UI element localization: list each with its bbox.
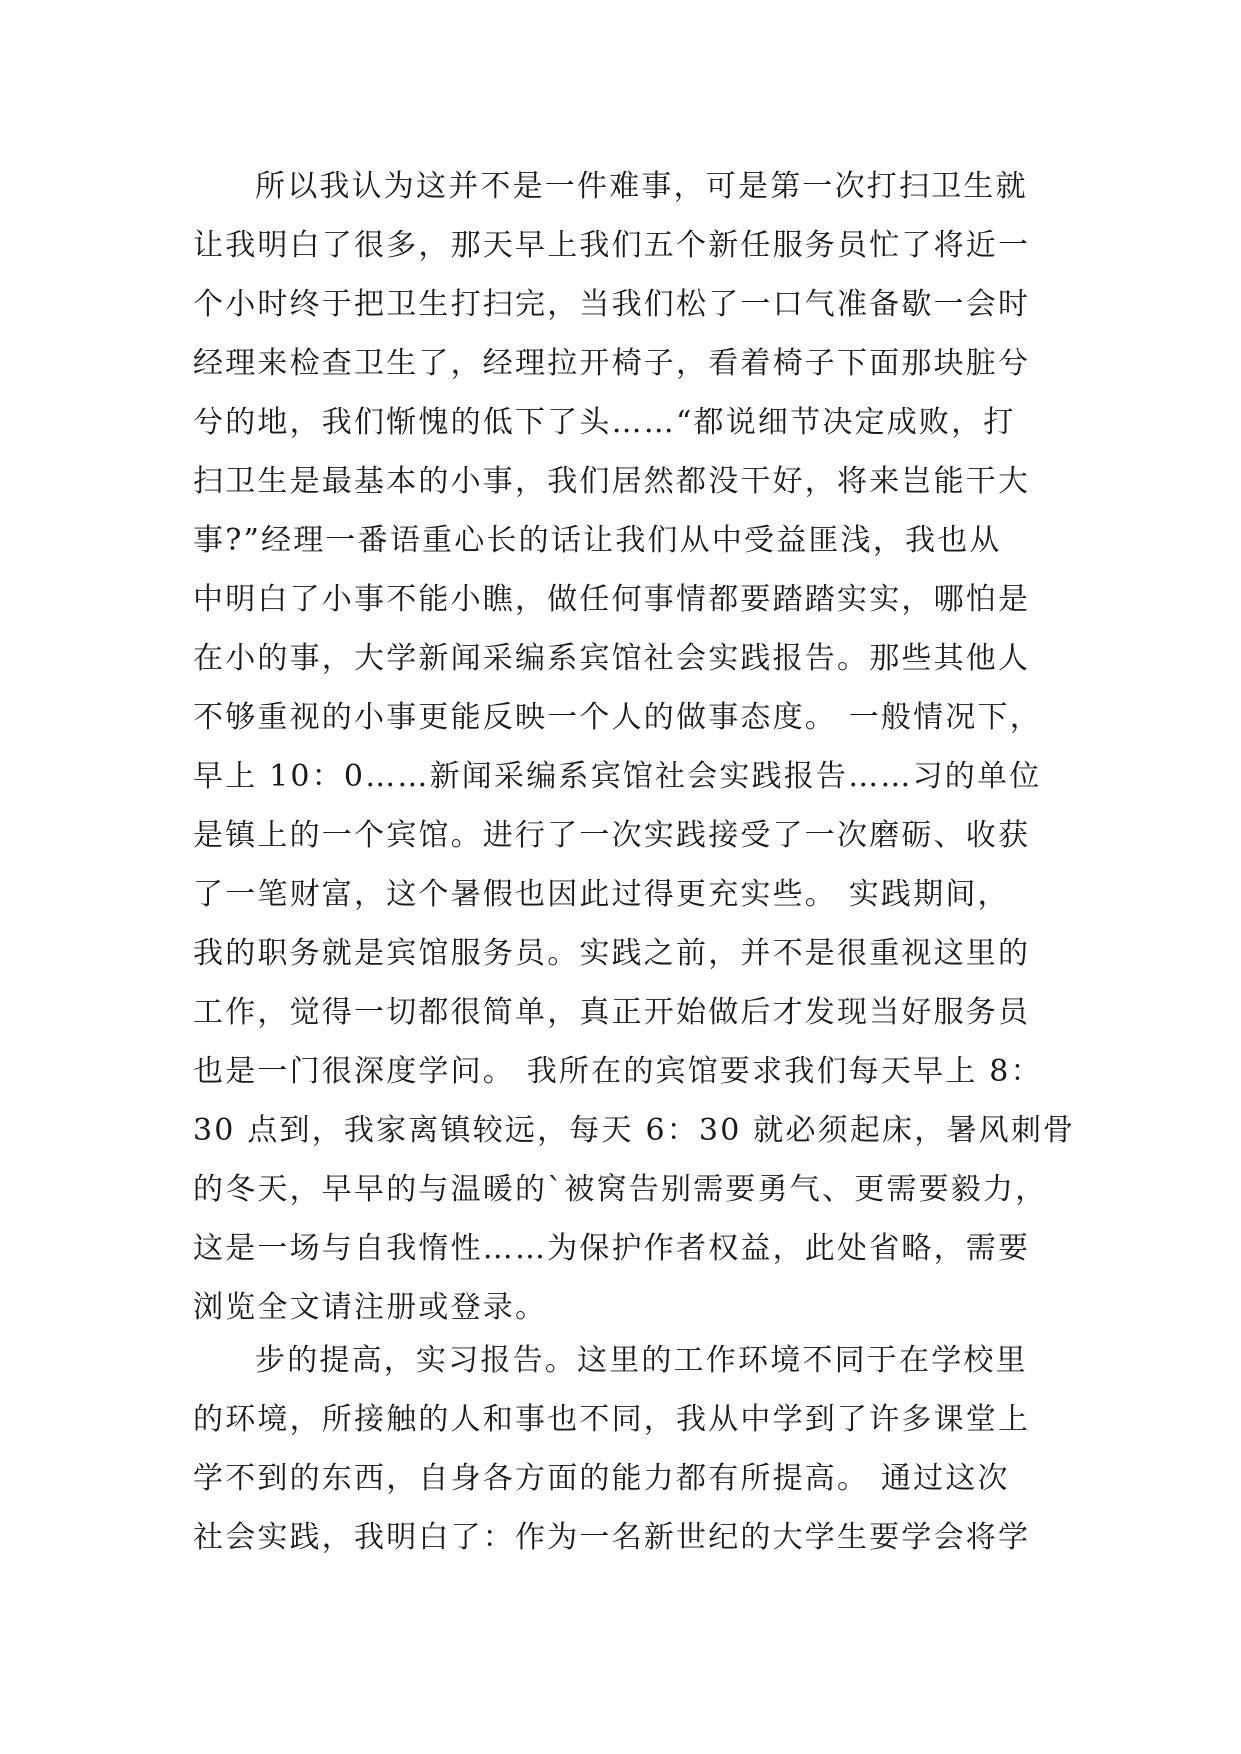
text-line: 的冬天，早早的与温暖的`被窝告别需要勇气、更需要毅力，: [193, 1172, 1048, 1207]
text-line: 也是一门很深度学问。 我所在的宾馆要求我们每天早上 8：: [193, 1054, 1043, 1089]
text-line: 扫卫生是最基本的小事，我们居然都没干好，将来岂能干大: [193, 464, 1031, 499]
text-line: 事?”经理一番语重心长的话让我们从中受益匪浅，我也从: [193, 523, 1002, 558]
text-line: 所以我认为这并不是一件难事，可是第一次打扫卫生就: [255, 169, 1028, 204]
text-line: 浏览全文请注册或登录。: [193, 1290, 548, 1325]
text-line: 让我明白了很多，那天早上我们五个新任服务员忙了将近一: [193, 228, 1031, 263]
text-line: 个小时终于把卫生打扫完，当我们松了一口气准备歇一会时: [193, 287, 1031, 322]
text-line: 这是一场与自我惰性……为保护作者权益，此处省略，需要: [193, 1231, 1031, 1266]
text-line: 在小的事，大学新闻采编系宾馆社会实践报告。那些其他人: [193, 641, 1031, 676]
text-line: 了一笔财富，这个暑假也因此过得更充实些。 实践期间，: [193, 877, 1010, 912]
paragraph-1: [193, 157, 1076, 1337]
text-line: 步的提高，实习报告。这里的工作环境不同于在学校里: [255, 1343, 1028, 1378]
text-line: 的环境，所接触的人和事也不同，我从中学到了许多课堂上: [193, 1402, 1031, 1437]
text-line: 经理来检查卫生了，经理拉开椅子，看着椅子下面那块脏兮: [193, 346, 1031, 381]
text-line: 社会实践，我明白了：作为一名新世纪的大学生要学会将学: [193, 1520, 1031, 1555]
text-line: 学不到的东西，自身各方面的能力都有所提高。 通过这次: [193, 1461, 1010, 1496]
text-line: 早上 10：0……新闻采编系宾馆社会实践报告……习的单位: [193, 759, 1042, 794]
text-line: 兮的地，我们惭愧的低下了头……“都说细节决定成败，打: [193, 405, 1016, 440]
text-line: 不够重视的小事更能反映一个人的做事态度。 一般情况下，: [193, 700, 1042, 735]
text-line: 工作，觉得一切都很简单，真正开始做后才发现当好服务员: [193, 995, 1031, 1030]
paragraph-2: [193, 1331, 1053, 1567]
text-line: 30 点到，我家离镇较远，每天 6：30 就必须起床，暑风刺骨: [193, 1113, 1076, 1148]
text-line: 是镇上的一个宾馆。进行了一次实践接受了一次磨砺、收获: [193, 818, 1031, 853]
text-line: 我的职务就是宾馆服务员。实践之前，并不是很重视这里的: [193, 936, 1031, 971]
text-line: 中明白了小事不能小瞧，做任何事情都要踏踏实实，哪怕是: [193, 582, 1031, 617]
